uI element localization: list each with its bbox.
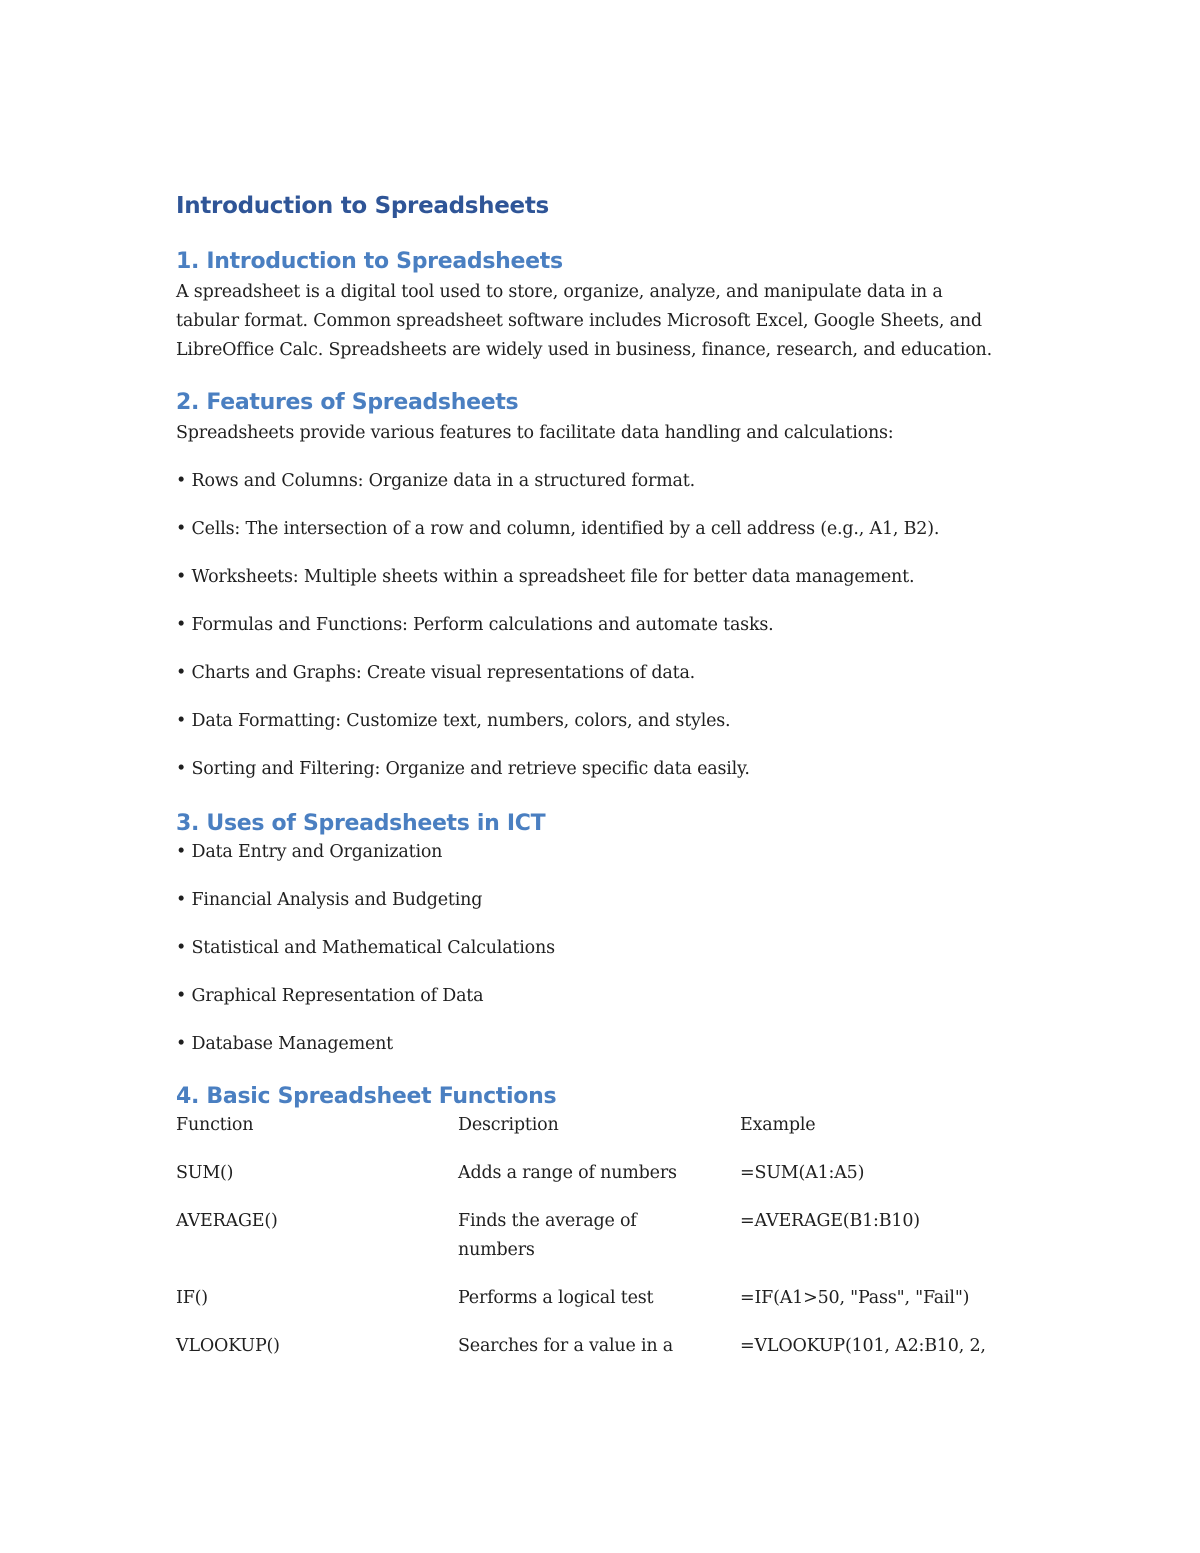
list-item: • Financial Analysis and Budgeting	[176, 890, 483, 910]
table-cell-function: AVERAGE()	[176, 1211, 278, 1231]
table-row	[176, 1188, 1036, 1265]
document-title: Introduction to Spreadsheets	[176, 193, 549, 219]
table-header-cell: Description	[458, 1115, 559, 1135]
table-header-cell: Function	[176, 1115, 254, 1135]
list-item: • Worksheets: Multiple sheets within a spreadsheet file for better data management.	[176, 567, 915, 587]
functions-table	[176, 1111, 1036, 1361]
list-item: • Rows and Columns: Organize data in a structured format.	[176, 471, 695, 491]
table-cell-description	[458, 1313, 740, 1361]
description-line: Performs a logical test	[458, 1288, 654, 1308]
list-item: • Data Entry and Organization	[176, 842, 443, 862]
section-heading-introduction: 1. Introduction to Spreadsheets	[176, 249, 563, 274]
document-page	[176, 188, 1036, 1361]
table-row	[176, 1313, 1036, 1361]
table-cell-example: =SUM(A1:A5)	[740, 1163, 865, 1183]
table-cell-example: =AVERAGE(B1:B10)	[740, 1211, 920, 1231]
section-heading-uses: 3. Uses of Spreadsheets in ICT	[176, 811, 546, 836]
table-cell-function: VLOOKUP()	[176, 1336, 280, 1356]
table-cell-description	[458, 1265, 740, 1313]
table-cell-example: =IF(A1>50, "Pass", "Fail")	[740, 1288, 970, 1308]
list-item: • Graphical Representation of Data	[176, 986, 484, 1006]
table-header-row	[176, 1111, 1036, 1140]
table-cell-example: =VLOOKUP(101, A2:B10, 2,	[740, 1336, 986, 1356]
table-header-cell: Example	[740, 1115, 816, 1135]
intro-paragraph-line: tabular format. Common spreadsheet software includes Microsoft Excel, Google Sheets, and	[176, 311, 982, 331]
table-row	[176, 1265, 1036, 1313]
uses-list	[176, 838, 1036, 1059]
table-cell-function: SUM()	[176, 1163, 234, 1183]
list-item: • Cells: The intersection of a row and column, identified by a cell address (e.g., A1, B2).	[176, 519, 940, 539]
section-heading-functions: 4. Basic Spreadsheet Functions	[176, 1084, 557, 1109]
list-item: • Charts and Graphs: Create visual representations of data.	[176, 663, 696, 683]
description-line: numbers	[458, 1240, 535, 1260]
intro-paragraph-line: A spreadsheet is a digital tool used to store, organize, analyze, and manipulate data in a	[176, 282, 943, 302]
table-cell-description	[458, 1140, 740, 1188]
list-item: • Statistical and Mathematical Calculations	[176, 938, 555, 958]
description-line: Adds a range of numbers	[458, 1163, 677, 1183]
section-heading-features: 2. Features of Spreadsheets	[176, 390, 519, 415]
list-item: • Sorting and Filtering: Organize and retrieve specific data easily.	[176, 759, 750, 779]
list-item: • Database Management	[176, 1034, 394, 1054]
description-line: Searches for a value in a	[458, 1336, 674, 1356]
list-item: • Formulas and Functions: Perform calculations and automate tasks.	[176, 615, 774, 635]
description-line: Finds the average of	[458, 1211, 637, 1231]
features-intro-text: Spreadsheets provide various features to facilitate data handling and calculations:	[176, 423, 894, 443]
table-cell-description	[458, 1188, 740, 1265]
features-list	[176, 467, 1036, 784]
table-cell-function: IF()	[176, 1288, 208, 1308]
table-row	[176, 1140, 1036, 1188]
list-item: • Data Formatting: Customize text, numbers, colors, and styles.	[176, 711, 731, 731]
intro-paragraph-line: LibreOffice Calc. Spreadsheets are widely used in business, finance, research, and education.	[176, 340, 992, 360]
